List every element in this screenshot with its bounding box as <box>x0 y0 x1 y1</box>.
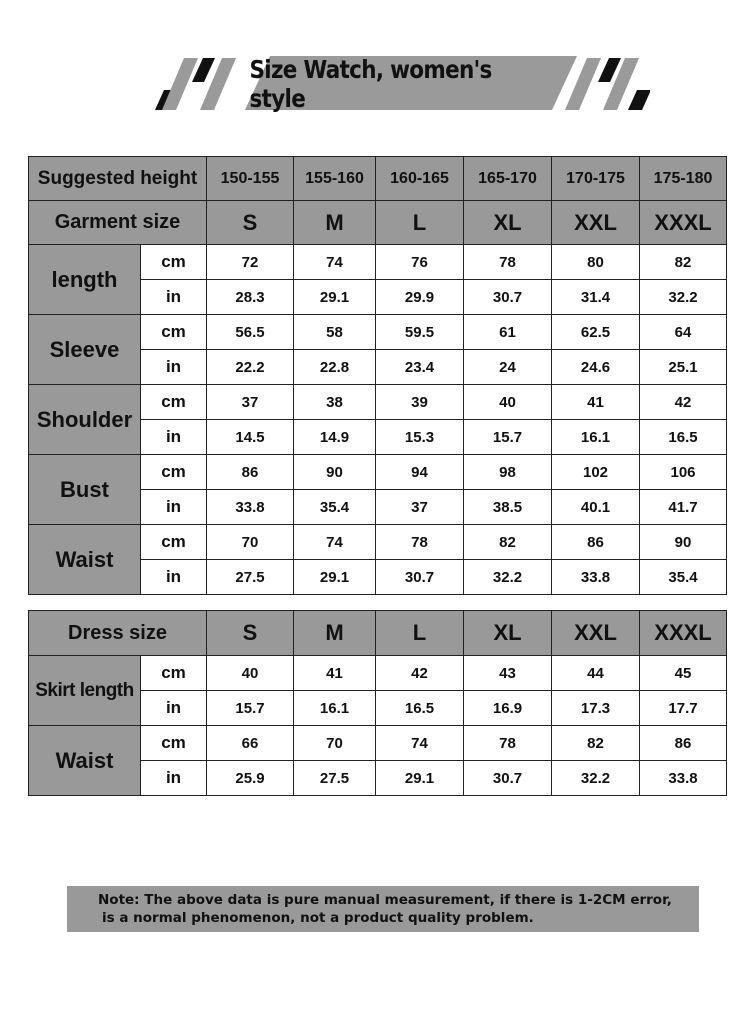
value-cell: 90 <box>294 455 376 490</box>
value-cell: 38.5 <box>464 490 552 525</box>
height-range: 160-165 <box>376 157 464 201</box>
value-cell: 61 <box>464 315 552 350</box>
height-range: 175-180 <box>640 157 727 201</box>
value-cell: 58 <box>294 315 376 350</box>
value-cell: 41 <box>552 385 640 420</box>
unit-label: cm <box>141 726 207 761</box>
size-cell: XXL <box>552 611 640 656</box>
unit-label: in <box>141 490 207 525</box>
value-cell: 16.9 <box>464 691 552 726</box>
value-cell: 40.1 <box>552 490 640 525</box>
garment-size-label: Garment size <box>29 201 207 245</box>
value-cell: 35.4 <box>294 490 376 525</box>
measurement-row <box>29 385 727 420</box>
value-cell: 25.9 <box>207 761 294 796</box>
value-cell: 70 <box>294 726 376 761</box>
dress-size-table <box>28 610 727 796</box>
height-range: 155-160 <box>294 157 376 201</box>
value-cell: 90 <box>640 525 727 560</box>
size-cell: XL <box>464 611 552 656</box>
value-cell: 14.5 <box>207 420 294 455</box>
value-cell: 23.4 <box>376 350 464 385</box>
unit-label: cm <box>141 656 207 691</box>
value-cell: 16.1 <box>552 420 640 455</box>
value-cell: 17.3 <box>552 691 640 726</box>
dress-size-label: Dress size <box>29 611 207 656</box>
value-cell: 16.5 <box>376 691 464 726</box>
value-cell: 28.3 <box>207 280 294 315</box>
measurement-label: Skirt length <box>29 656 141 726</box>
value-cell: 74 <box>294 525 376 560</box>
value-cell: 40 <box>464 385 552 420</box>
value-cell: 66 <box>207 726 294 761</box>
value-cell: 64 <box>640 315 727 350</box>
value-cell: 43 <box>464 656 552 691</box>
value-cell: 40 <box>207 656 294 691</box>
height-range: 170-175 <box>552 157 640 201</box>
value-cell: 33.8 <box>207 490 294 525</box>
size-cell: XXXL <box>640 611 727 656</box>
garment-size-table <box>28 156 727 595</box>
value-cell: 14.9 <box>294 420 376 455</box>
value-cell: 80 <box>552 245 640 280</box>
unit-label: cm <box>141 455 207 490</box>
value-cell: 41 <box>294 656 376 691</box>
size-cell: XXL <box>552 201 640 245</box>
value-cell: 44 <box>552 656 640 691</box>
measurement-row <box>29 726 727 761</box>
value-cell: 29.1 <box>294 560 376 595</box>
value-cell: 56.5 <box>207 315 294 350</box>
value-cell: 39 <box>376 385 464 420</box>
value-cell: 78 <box>464 245 552 280</box>
measurement-label: Bust <box>29 455 141 525</box>
value-cell: 37 <box>376 490 464 525</box>
value-cell: 82 <box>464 525 552 560</box>
value-cell: 29.1 <box>376 761 464 796</box>
disclaimer-note <box>67 886 699 932</box>
value-cell: 35.4 <box>640 560 727 595</box>
value-cell: 15.7 <box>464 420 552 455</box>
value-cell: 29.9 <box>376 280 464 315</box>
value-cell: 22.8 <box>294 350 376 385</box>
value-cell: 29.1 <box>294 280 376 315</box>
value-cell: 25.1 <box>640 350 727 385</box>
size-cell: M <box>294 201 376 245</box>
unit-label: in <box>141 280 207 315</box>
value-cell: 106 <box>640 455 727 490</box>
unit-label: in <box>141 560 207 595</box>
value-cell: 16.1 <box>294 691 376 726</box>
unit-label: in <box>141 350 207 385</box>
size-cell: XXXL <box>640 201 727 245</box>
value-cell: 16.5 <box>640 420 727 455</box>
size-header-row <box>29 201 727 245</box>
value-cell: 41.7 <box>640 490 727 525</box>
value-cell: 38 <box>294 385 376 420</box>
unit-label: cm <box>141 525 207 560</box>
size-cell: L <box>376 611 464 656</box>
value-cell: 72 <box>207 245 294 280</box>
value-cell: 42 <box>640 385 727 420</box>
size-cell: S <box>207 611 294 656</box>
value-cell: 70 <box>207 525 294 560</box>
value-cell: 15.7 <box>207 691 294 726</box>
value-cell: 30.7 <box>376 560 464 595</box>
unit-label: cm <box>141 385 207 420</box>
value-cell: 33.8 <box>640 761 727 796</box>
value-cell: 30.7 <box>464 761 552 796</box>
size-cell: S <box>207 201 294 245</box>
value-cell: 62.5 <box>552 315 640 350</box>
note-line-2: is a normal phenomenon, not a product quality problem. <box>102 910 534 926</box>
unit-label: in <box>141 691 207 726</box>
value-cell: 33.8 <box>552 560 640 595</box>
bottom-table-body <box>29 656 727 796</box>
measurement-label: Sleeve <box>29 315 141 385</box>
value-cell: 22.2 <box>207 350 294 385</box>
measurement-label: Waist <box>29 726 141 796</box>
measurement-label: Waist <box>29 525 141 595</box>
top-table-body <box>29 245 727 595</box>
height-range: 150-155 <box>207 157 294 201</box>
measurement-row <box>29 455 727 490</box>
value-cell: 45 <box>640 656 727 691</box>
value-cell: 30.7 <box>464 280 552 315</box>
measurement-row <box>29 315 727 350</box>
value-cell: 86 <box>552 525 640 560</box>
size-cell: XL <box>464 201 552 245</box>
value-cell: 32.2 <box>552 761 640 796</box>
value-cell: 27.5 <box>294 761 376 796</box>
value-cell: 82 <box>640 245 727 280</box>
size-cell: M <box>294 611 376 656</box>
dress-size-header-row <box>29 611 727 656</box>
measurement-label: Shoulder <box>29 385 141 455</box>
value-cell: 27.5 <box>207 560 294 595</box>
value-cell: 59.5 <box>376 315 464 350</box>
value-cell: 86 <box>640 726 727 761</box>
measurement-label: length <box>29 245 141 315</box>
size-cell: L <box>376 201 464 245</box>
unit-label: in <box>141 420 207 455</box>
value-cell: 94 <box>376 455 464 490</box>
unit-label: cm <box>141 245 207 280</box>
height-row <box>29 157 727 201</box>
value-cell: 42 <box>376 656 464 691</box>
height-range: 165-170 <box>464 157 552 201</box>
unit-label: cm <box>141 315 207 350</box>
value-cell: 32.2 <box>640 280 727 315</box>
height-label: Suggested height <box>29 157 207 201</box>
value-cell: 37 <box>207 385 294 420</box>
measurement-row <box>29 656 727 691</box>
value-cell: 76 <box>376 245 464 280</box>
value-cell: 78 <box>376 525 464 560</box>
value-cell: 102 <box>552 455 640 490</box>
measurement-row <box>29 245 727 280</box>
value-cell: 17.7 <box>640 691 727 726</box>
measurement-row <box>29 525 727 560</box>
value-cell: 24.6 <box>552 350 640 385</box>
value-cell: 15.3 <box>376 420 464 455</box>
unit-label: in <box>141 761 207 796</box>
value-cell: 82 <box>552 726 640 761</box>
value-cell: 98 <box>464 455 552 490</box>
value-cell: 78 <box>464 726 552 761</box>
value-cell: 86 <box>207 455 294 490</box>
page-title: Size Watch, women's style <box>249 55 492 113</box>
note-line-1: Note: The above data is pure manual measurement, if there is 1-2CM error, <box>98 892 672 908</box>
value-cell: 74 <box>294 245 376 280</box>
value-cell: 31.4 <box>552 280 640 315</box>
value-cell: 32.2 <box>464 560 552 595</box>
value-cell: 24 <box>464 350 552 385</box>
value-cell: 74 <box>376 726 464 761</box>
